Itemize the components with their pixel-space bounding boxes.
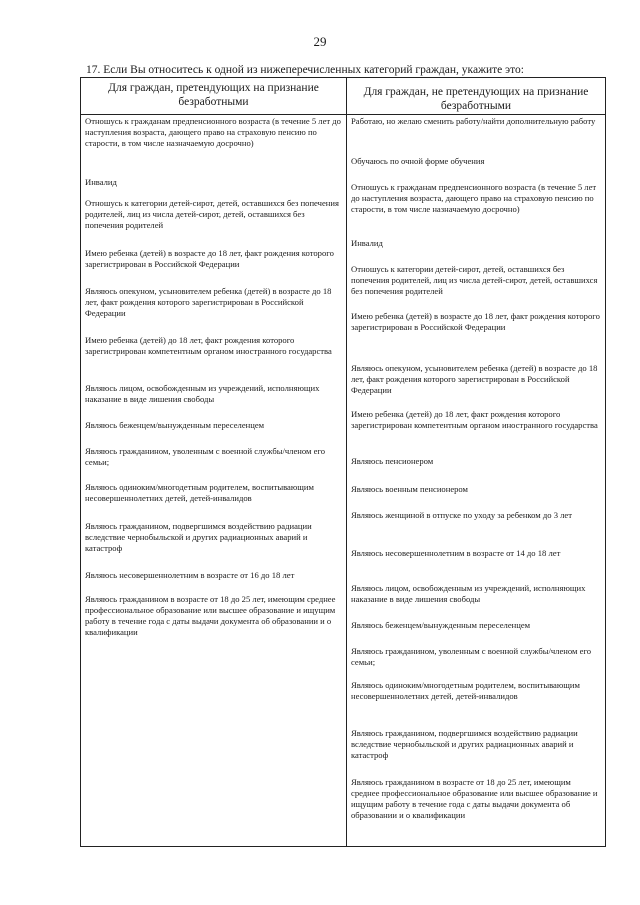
- header-divider: [81, 114, 605, 115]
- right-item-working[interactable]: Работаю, но желаю сменить работу/найти дополнительную работу: [351, 116, 596, 126]
- header-right: Для граждан, не претендующих на признание безработными: [363, 86, 589, 112]
- left-item-child-rf[interactable]: Имею ребенка (детей) в возрасте до 18 лет, факт рождения которого зарегистрирован в Российской Федерации: [85, 248, 334, 269]
- right-item-pensioner[interactable]: Являюсь пенсионером: [351, 456, 434, 466]
- left-item-released[interactable]: Являюсь лицом, освобожденным из учреждений, исполняющих наказание в виде лишения свободы: [85, 383, 320, 404]
- right-item-military[interactable]: Являюсь гражданином, уволенным с военной службы/членом его семьи;: [351, 646, 592, 667]
- question-text: 17. Если Вы относитесь к одной из нижеперечисленных категорий граждан, укажите это:: [86, 64, 524, 76]
- left-item-minor-16-18[interactable]: Являюсь несовершеннолетним в возрасте от 16 до 18 лет: [85, 570, 295, 580]
- right-item-disabled[interactable]: Инвалид: [351, 238, 383, 248]
- right-item-graduate[interactable]: Являюсь гражданином в возрасте от 18 до 25 лет, имеющим среднее профессиональное образование или высшее образование и ищущим работу в течение года с даты выдачи документа об образовании и о квалификации: [351, 777, 598, 820]
- left-item-refugee[interactable]: Являюсь беженцем/вынужденным переселенцем: [85, 420, 265, 430]
- left-item-child-foreign[interactable]: Имею ребенка (детей) до 18 лет, факт рождения которого зарегистрирован компетентным органом иностранного государства: [85, 335, 332, 356]
- left-item-graduate[interactable]: Являюсь гражданином в возрасте от 18 до 25 лет, имеющим среднее профессиональное образование или высшее образование и ищущим работу в течение года с даты выдачи документа об образовании и о квалификации: [85, 594, 336, 637]
- right-item-pre-pension[interactable]: Отношусь к гражданам предпенсионного возраста (в течение 5 лет до наступления возраста, дающего право на страховую пенсию по старости, в том числе назначаемую досрочно): [351, 182, 597, 214]
- right-item-released[interactable]: Являюсь лицом, освобожденным из учреждений, исполняющих наказание в виде лишения свободы: [351, 583, 586, 604]
- right-item-refugee[interactable]: Являюсь беженцем/вынужденным переселенцем: [351, 620, 531, 630]
- right-item-maternity-leave[interactable]: Являюсь женщиной в отпуске по уходу за ребенком до 3 лет: [351, 510, 572, 520]
- right-item-radiation[interactable]: Являюсь гражданином, подвергшимся воздействию радиации вследствие чернобыльской и других радиационных аварий и катастроф: [351, 728, 578, 760]
- right-item-minor-14-18[interactable]: Являюсь несовершеннолетним в возрасте от 14 до 18 лет: [351, 548, 561, 558]
- column-divider: [346, 78, 347, 846]
- left-item-disabled[interactable]: Инвалид: [85, 177, 117, 187]
- page-number: 29: [313, 34, 327, 49]
- right-item-child-rf[interactable]: Имею ребенка (детей) в возрасте до 18 лет, факт рождения которого зарегистрирован в Российской Федерации: [351, 311, 600, 332]
- right-item-child-foreign[interactable]: Имею ребенка (детей) до 18 лет, факт рождения которого зарегистрирован компетентным органом иностранного государства: [351, 409, 598, 430]
- left-item-orphans[interactable]: Отношусь к категории детей-сирот, детей, оставшихся без попечения родителей, лиц из числа детей-сирот, детей, оставшихся без попечения родителей: [85, 198, 339, 230]
- header-left: Для граждан, претендующих на признание безработными: [108, 82, 319, 108]
- left-item-single-parent[interactable]: Являюсь одиноким/многодетным родителем, воспитывающим несовершеннолетних детей, детей-инвалидов: [85, 482, 314, 503]
- right-item-student[interactable]: Обучаюсь по очной форме обучения: [351, 156, 485, 166]
- right-item-orphans[interactable]: Отношусь к категории детей-сирот, детей, оставшихся без попечения родителей, лиц из числа детей-сирот, детей, оставшихся без попечения родителей: [351, 264, 598, 296]
- left-item-pre-pension[interactable]: Отношусь к гражданам предпенсионного возраста (в течение 5 лет до наступления возраста, дающего право на страховую пенсию по старости, в том числе назначаемую досрочно): [85, 116, 341, 148]
- right-item-military-pensioner[interactable]: Являюсь военным пенсионером: [351, 484, 468, 494]
- right-item-guardian[interactable]: Являюсь опекуном, усыновителем ребенка (детей) в возрасте до 18 лет, факт рождения которого зарегистрирован в Российской Федерации: [351, 363, 598, 395]
- left-item-radiation[interactable]: Являюсь гражданином, подвергшимся воздействию радиации вследствие чернобыльской и других радиационных аварий и катастроф: [85, 521, 312, 553]
- categories-table: [80, 77, 606, 847]
- right-item-single-parent[interactable]: Являюсь одиноким/многодетным родителем, воспитывающим несовершеннолетних детей, детей-инвалидов: [351, 680, 580, 701]
- left-item-guardian[interactable]: Являюсь опекуном, усыновителем ребенка (детей) в возрасте до 18 лет, факт рождения которого зарегистрирован в Российской Федерации: [85, 286, 332, 318]
- left-item-military[interactable]: Являюсь гражданином, уволенным с военной службы/членом его семьи;: [85, 446, 326, 467]
